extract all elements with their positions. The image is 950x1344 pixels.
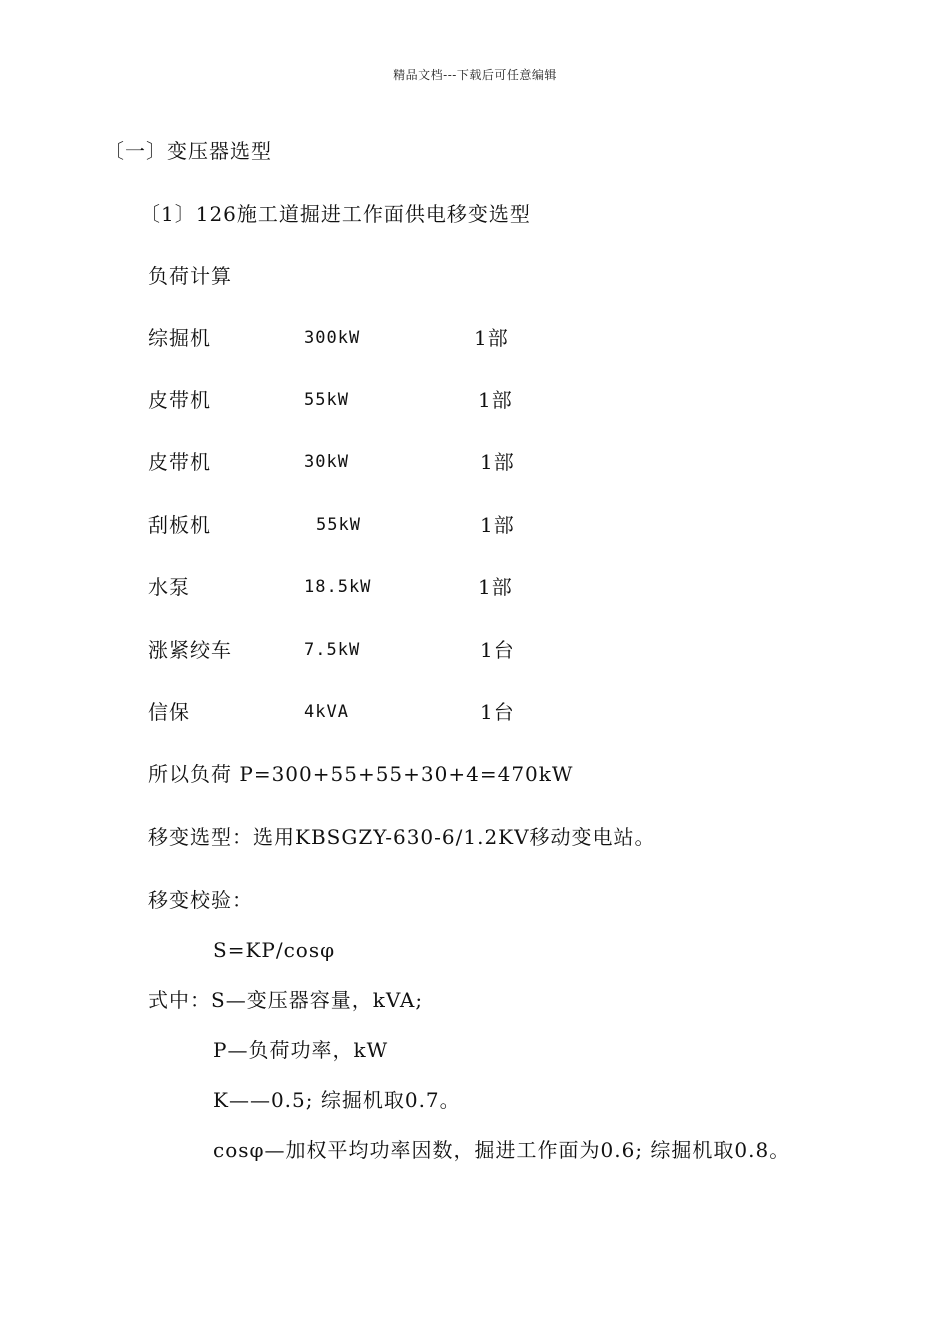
equipment-count: 1部 <box>474 326 509 350</box>
equipment-name: 水泵 <box>148 575 190 599</box>
equipment-name: 皮带机 <box>148 388 211 412</box>
section-title: 〔一〕变压器选型 <box>104 139 272 163</box>
equipment-count: 1部 <box>480 450 515 474</box>
subsection-title: 〔1〕126施工道掘进工作面供电移变选型 <box>140 202 531 226</box>
equipment-row <box>0 699 950 727</box>
equipment-power: 4kVA <box>304 702 349 722</box>
formula: S=KP/cosφ <box>213 938 336 962</box>
equipment-row <box>0 574 950 602</box>
equipment-power: 30kW <box>304 452 349 472</box>
equipment-name: 综掘机 <box>148 326 211 350</box>
equipment-row <box>0 637 950 665</box>
equipment-power: 7.5kW <box>304 640 361 660</box>
check-title: 移变校验： <box>148 888 253 912</box>
page-header: 精品文档---下载后可任意编辑 <box>393 68 557 82</box>
total-load: 所以负荷 P=300+55+55+30+4=470kW <box>148 762 574 786</box>
equipment-power: 18.5kW <box>304 577 372 597</box>
transformer-selection: 移变选型：选用KBSGZY-630-6/1.2KV移动变电站。 <box>148 825 656 849</box>
equipment-row <box>0 387 950 415</box>
equipment-row <box>0 512 950 540</box>
cos-definition: cosφ—加权平均功率因数，掘进工作面为0.6; 综掘机取0.8。 <box>213 1138 791 1162</box>
equipment-row <box>0 325 950 353</box>
equipment-name: 涨紧绞车 <box>148 638 232 662</box>
equipment-count: 1部 <box>478 575 513 599</box>
equipment-power: 300kW <box>304 328 361 348</box>
equipment-count: 1部 <box>480 513 515 537</box>
equipment-name: 信保 <box>148 700 190 724</box>
equipment-name: 皮带机 <box>148 450 211 474</box>
load-calc-title: 负荷计算 <box>148 264 232 288</box>
equipment-count: 1台 <box>480 638 515 662</box>
equipment-count: 1部 <box>478 388 513 412</box>
where-line: 式中：S—变压器容量，kVA; <box>148 988 424 1012</box>
p-definition: P—负荷功率，kW <box>213 1038 389 1062</box>
equipment-row <box>0 449 950 477</box>
equipment-count: 1台 <box>480 700 515 724</box>
equipment-name: 刮板机 <box>148 513 211 537</box>
equipment-power: 55kW <box>316 515 361 535</box>
equipment-power: 55kW <box>304 390 349 410</box>
k-definition: K——0.5; 综掘机取0.7。 <box>213 1088 461 1112</box>
